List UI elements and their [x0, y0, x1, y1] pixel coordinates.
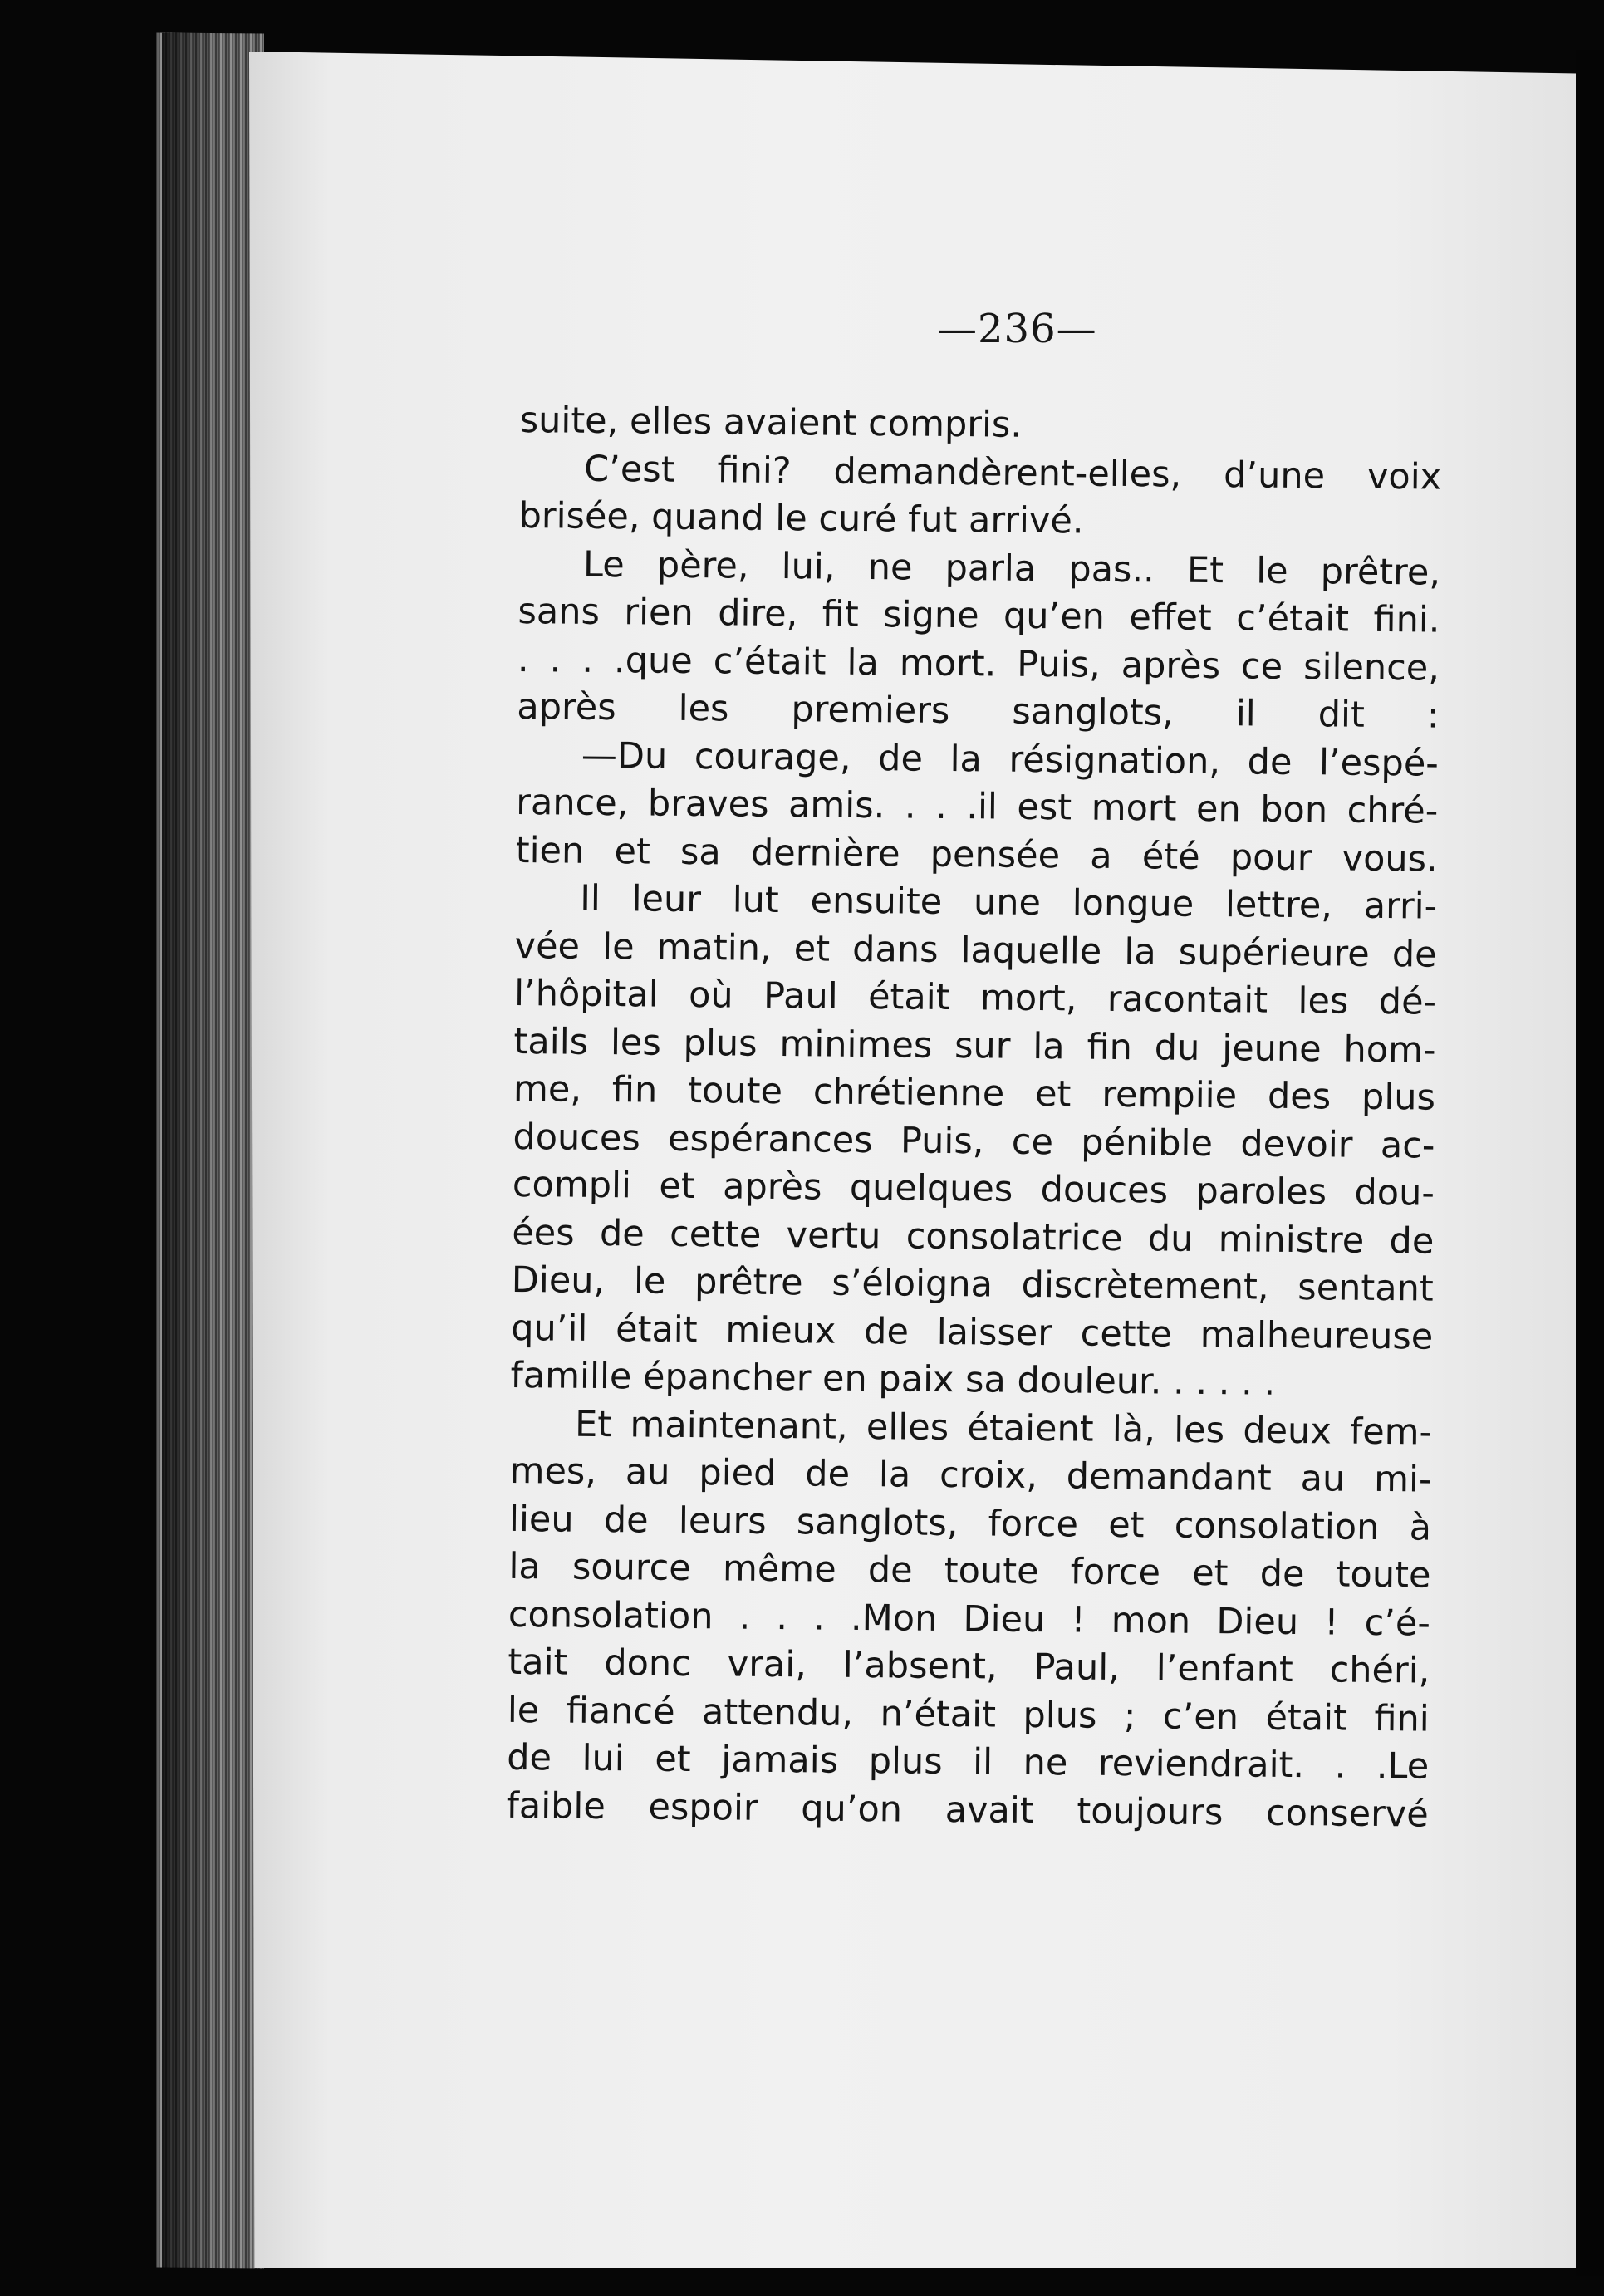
text-line: tait donc vrai, l’absent, Paul, l’enfant chéri,	[508, 1641, 1430, 1692]
text-line: rance, braves amis. . . .il est mort en bon chré-	[516, 781, 1439, 832]
text-line: brisée, quand le curé fut arrivé.	[518, 494, 1084, 542]
text-line: qu’il était mieux de laisser cette malheureuse	[511, 1307, 1434, 1358]
text-line: ées de cette vertu consolatrice du ministre de	[512, 1211, 1435, 1263]
text-line: famille épancher en paix sa douleur. . . . . .	[510, 1354, 1276, 1404]
right-margin-shadow	[1576, 50, 1604, 2276]
text-line: faible espoir qu’on avait toujours conservé	[506, 1784, 1429, 1836]
text-line: mes, au pied de la croix, demandant au mi-	[509, 1450, 1432, 1501]
text-line: Il leur lut ensuite une longue lettre, arri-	[579, 877, 1438, 928]
text-line: Le père, lui, ne parla pas.. Et le prêtre,	[582, 543, 1441, 594]
text-line: douces espérances Puis, ce pénible devoir ac-	[513, 1116, 1435, 1167]
text-line: tien et sa dernière pensée a été pour vous.	[515, 829, 1438, 881]
text-line: Et maintenant, elles étaient là, les deux fem-	[574, 1403, 1433, 1454]
text-line: sans rien dire, fit signe qu’en effet c’était fini.	[517, 590, 1440, 641]
text-line: compli et après quelques douces paroles dou-	[512, 1163, 1435, 1214]
page-number: —236—	[937, 306, 1097, 352]
text-line: tails les plus minimes sur la fin du jeune hom-	[513, 1020, 1436, 1072]
text-line: Dieu, le prêtre s’éloigna discrètement, sentant	[511, 1258, 1434, 1310]
text-line: —Du courage, de la résignation, de l’espé-	[581, 734, 1440, 785]
text-line: la source même de toute force et de toute	[508, 1545, 1431, 1597]
body-text	[506, 397, 1442, 1839]
fore-edge-shadow	[162, 33, 212, 2268]
text-line: vée le matin, et dans laquelle la supérieure de	[514, 925, 1437, 976]
text-line: me, fin toute chrétienne et rempiie des plus	[513, 1067, 1436, 1119]
text-line: le fiancé attendu, n’était plus ; c’en était fini	[507, 1689, 1430, 1740]
text-line: . . . .que c’était la mort. Puis, après ce silence,	[517, 638, 1440, 689]
text-line: suite, elles avaient compris.	[519, 399, 1023, 446]
text-line: de lui et jamais plus il ne reviendrait. . .Le	[507, 1736, 1430, 1788]
text-line: l’hôpital où Paul était mort, racontait les dé-	[513, 972, 1437, 1023]
text-line: consolation . . . .Mon Dieu ! mon Dieu ! c’é-	[508, 1593, 1431, 1645]
text-line: après les premiers sanglots, il dit :	[517, 685, 1440, 737]
text-line: lieu de leurs sanglots, force et consolation à	[508, 1498, 1432, 1549]
text-line: C’est fini? demandèrent-elles, d’une voix	[583, 448, 1442, 498]
